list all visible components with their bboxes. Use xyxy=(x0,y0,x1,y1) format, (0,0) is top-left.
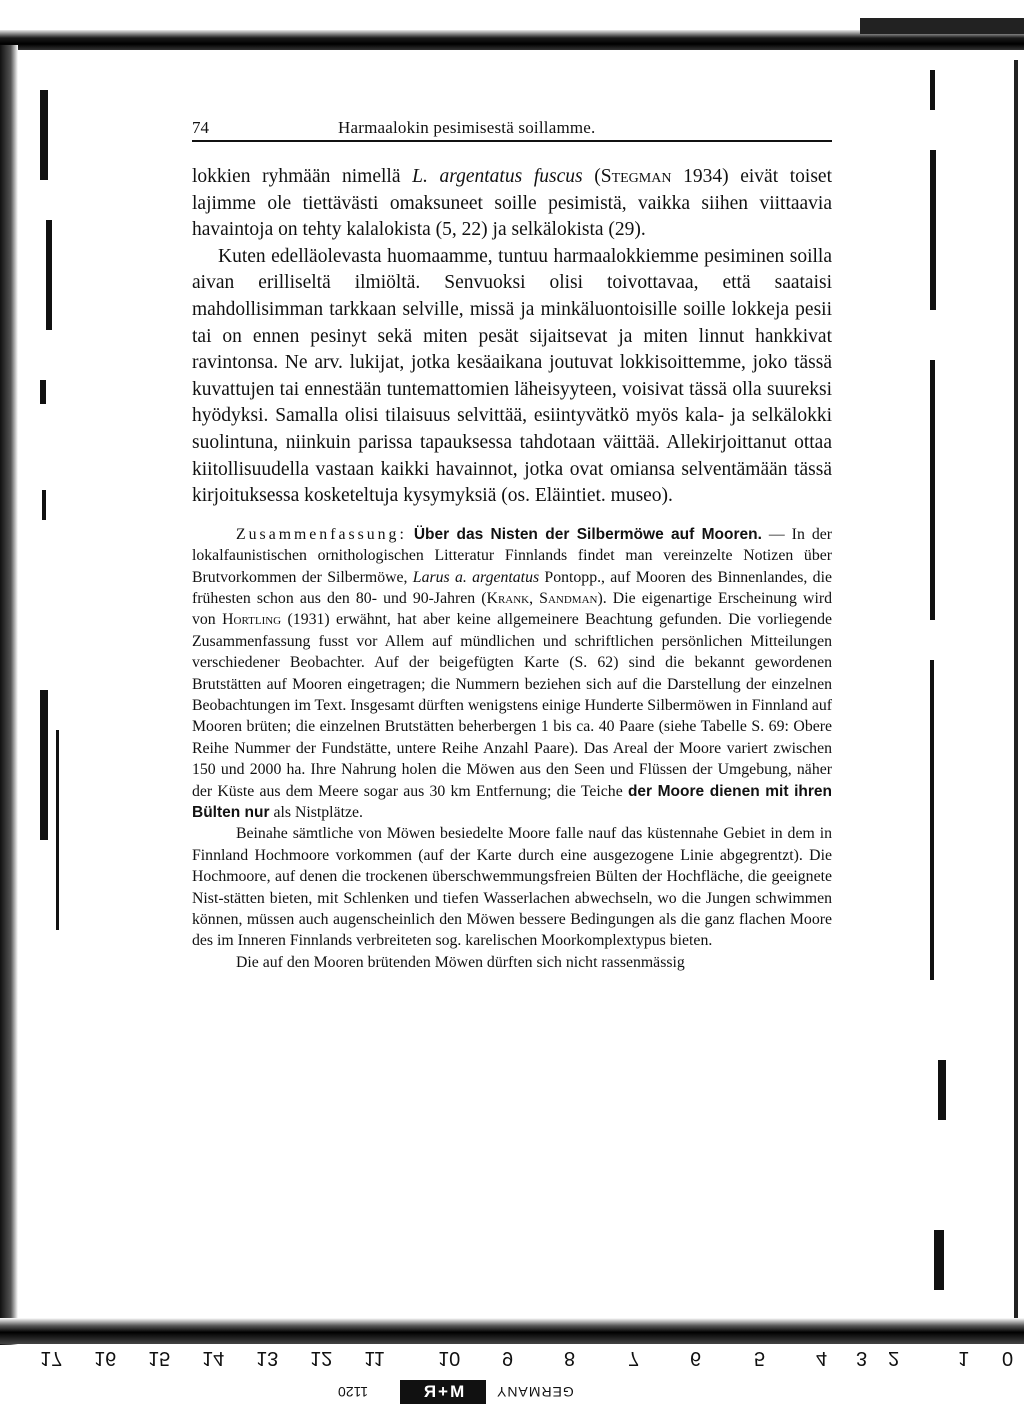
finnish-paragraph-1: lokkien ryhmään nimellä L. argentatus fuscus (Stegman 1934) eivät toiset lajimme ole tiettävästi omaksuneet soille pesimistä, vaikka siihen viittaavia havaintoja on tehty kalalokista (5, 22) ja selkälokista (29). xyxy=(192,166,833,241)
ruler-number: 9 xyxy=(502,1347,514,1369)
ruler-number: 5 xyxy=(754,1347,766,1369)
scan-right-edge xyxy=(1014,60,1018,1320)
german-summary xyxy=(192,524,832,974)
scan-bottom-edge xyxy=(0,1318,1024,1344)
german-paragraph-3: Die auf den Mooren brütenden Möwen dürften sich nicht rassenmässig xyxy=(236,953,685,971)
summary-title: Über das Nisten der Silbermöwe auf Mooren. xyxy=(413,525,762,543)
ruler-number: 4 xyxy=(816,1347,828,1369)
scan-top-right-shadow xyxy=(860,18,1024,34)
ruler-number: 0 xyxy=(1002,1347,1014,1369)
ruler-number: 13 xyxy=(256,1347,279,1369)
author-name: Krank xyxy=(486,589,530,607)
footer-brand: GERMANY xyxy=(496,1384,574,1400)
page xyxy=(192,110,832,973)
scan-footer xyxy=(0,1380,1024,1408)
ruler-number: 14 xyxy=(202,1347,225,1369)
scan-left-edge xyxy=(0,45,18,1345)
author-name: Sandman xyxy=(539,589,598,607)
author-name: Stegman xyxy=(600,166,672,187)
running-title: Harmaalokin pesimisestä soillamme. xyxy=(338,118,596,137)
ruler-number: 7 xyxy=(628,1347,640,1369)
german-paragraph-1: Zusammenfassung: Über das Nisten der Silbermöwe auf Mooren. — In der lokalfaunistischen ornithologischen Litteratur Finnlands findet man vereinzelte Notizen über Brutvorkommen der Silbermöwe, Larus a. argentatus Pontopp., auf Mooren des Binnenlandes, die frühesten schon aus den 80- und 90-Jahren (Krank, Sandman). Die eigenartige Erscheinung wird von Hortling (1931) erwähnt, hat aber keine allgemeinere Beachtung gefunden. Die vorliegende Zusammenfassung fusst vor Allem auf mündlichen und schriftlichen persönlichen Mitteilungen verschiedener Beobachter. Auf der beigefügten Karte (S. 62) sind die bekannt gewordenen Brutstätten auf Mooren eingetragen; die Nummern beziehen sich auf die Darstellung der einzelnen Beobachtungen im Text. Insgesamt dürften wenigstens einige Hunderte Silbermöwen in Finnland auf Mooren brüten; die einzelnen Brutstätten beherbergen 1 bis ca. 40 Paare (siehe Tabelle S. 69: Obere Reihe Nummer der Fundstätte, untere Reihe Anzahl Paare). Das Areal der Moore variert zwischen 150 und 2000 ha. Ihre Nahrung holen die Möwen aus den Seen und Flüssen der Umgebung, näher der Küste aus dem Meere sogar aus 30 km Entfernung; die Teiche der Moore dienen mit ihren Bülten nur als Nistplätze. xyxy=(192,525,832,821)
finnish-text xyxy=(192,164,832,510)
species-name: Larus a. argentatus xyxy=(412,568,540,586)
ruler-number: 10 xyxy=(438,1347,461,1369)
scan-right-marks xyxy=(930,60,970,1320)
running-head xyxy=(192,110,832,142)
scan-left-marks xyxy=(40,80,70,1280)
finnish-paragraph-2: Kuten edelläolevasta huomaamme, tuntuu harmaalokkiemme pesiminen soilla aivan erilliseltä ilmiöltä. Senvuoksi olisi toivottavaa, että saataisi mahdollisimman tarkkaan selville, missä ja minkäluontoisille soille lokkeja pesii tai on ennen pesinyt sekä miten pesät sijaitsevat ja miten linnut hankkivat ravintonsa. Ne arv. lukijat, jotka kesäaikana joutuvat lokkisoittemme, joko tässä kuvattujen tai ennestään tuntemattomien läheisyyteen, voisivat tässä olla suureksi hyödyksi. Samalla olisi tilaisuus selvittää, esiintyvätkö myös kala- ja selkälokki suolintuna, niinkuin parissa tapauksessa tahdotaan väittää. Allekirjoittanut ottaa kiitollisuudella vastaan kaikki havainnot, jotka ovat omiansa selventämään tässä kirjoituksessa kosketeltuja kysymyksiä (os. Eläintiet. museo). xyxy=(192,245,832,507)
ruler xyxy=(0,1346,1024,1376)
ruler-number: 17 xyxy=(40,1347,63,1369)
logo: M+R xyxy=(400,1380,486,1404)
ruler-number: 15 xyxy=(148,1347,171,1369)
ruler-number: 2 xyxy=(888,1347,900,1369)
ruler-number: 16 xyxy=(94,1347,117,1369)
ruler-number: 12 xyxy=(310,1347,333,1369)
summary-label: Zusammenfassung: xyxy=(236,525,407,543)
ruler-number: 1 xyxy=(958,1347,970,1369)
ruler-number: 8 xyxy=(564,1347,576,1369)
author-name: Hortling xyxy=(222,611,282,629)
ruler-number: 3 xyxy=(856,1347,868,1369)
species-name: L. argentatus fuscus xyxy=(412,166,583,187)
page-number: 74 xyxy=(192,118,209,137)
ruler-number: 6 xyxy=(690,1347,702,1369)
german-paragraph-2: Beinahe sämtliche von Möwen besiedelte Moore falle nauf das küstennahe Gebiet in dem in Finnland Hochmoore vorkommen (auf der Karte durch eine ausgezogene Linie abgegrentzt). Die Hochmoore, auf denen die trockenen überschwemmungsfreien Bülten der Hochfläche, die geeignete Nist-stätten bieten, mit Schlenken und tiefen Wasserlachen abwechseln, wo die Jungen schwimmen können, müssen auch augenscheinlich den Möwen bessere Bedingungen als die ganz flachen Moore des im Inneren Finnlands verbreiteten sog. karelischen Moorkomplextypus bieten. xyxy=(192,825,832,950)
ruler-number: 11 xyxy=(364,1347,385,1369)
footer-number: 1120 xyxy=(338,1384,369,1400)
